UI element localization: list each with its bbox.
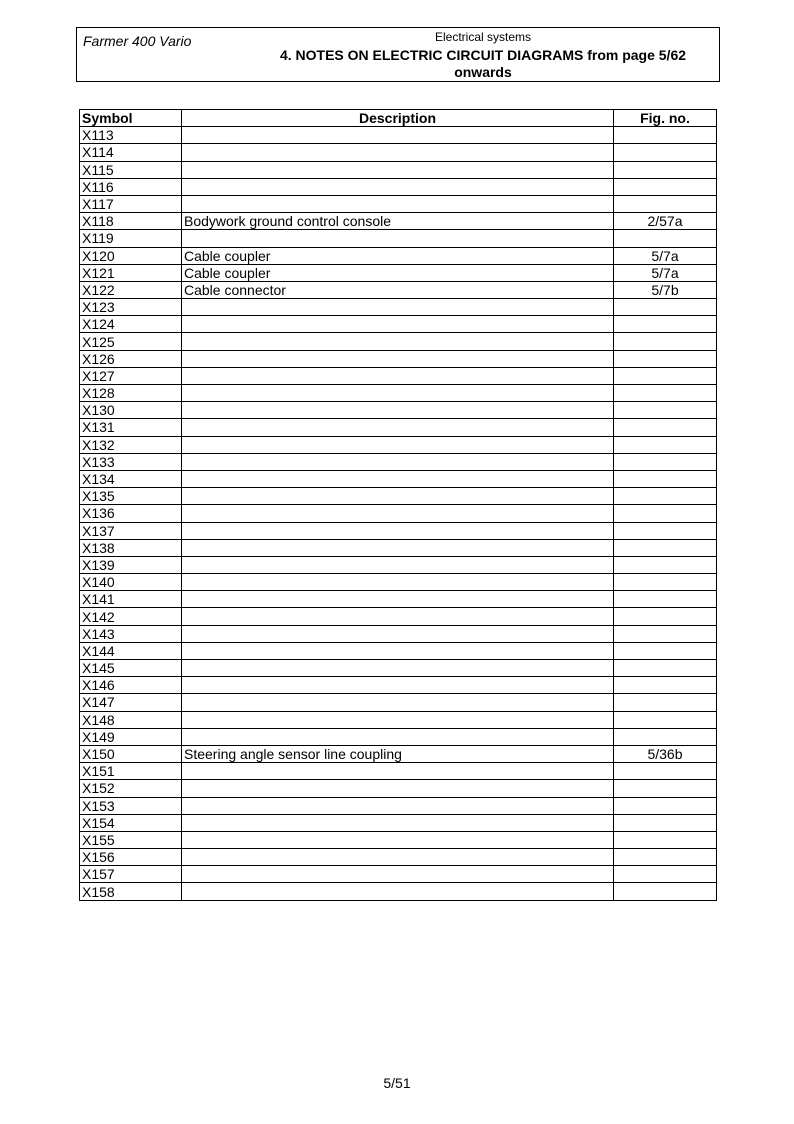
column-header-fig-no: Fig. no. [614, 110, 717, 127]
cell-fig-no [614, 677, 717, 694]
table-row [80, 350, 717, 367]
cell-description [182, 144, 614, 161]
cell-description: Steering angle sensor line coupling [182, 745, 614, 762]
cell-fig-no: 5/7a [614, 264, 717, 281]
table-row [80, 694, 717, 711]
cell-fig-no [614, 883, 717, 900]
cell-description [182, 660, 614, 677]
cell-symbol: X143 [80, 625, 182, 642]
cell-symbol: X132 [80, 436, 182, 453]
cell-description [182, 161, 614, 178]
cell-fig-no [614, 797, 717, 814]
cell-fig-no [614, 522, 717, 539]
cell-symbol: X146 [80, 677, 182, 694]
cell-description [182, 866, 614, 883]
cell-fig-no: 2/57a [614, 213, 717, 230]
cell-fig-no [614, 660, 717, 677]
table-row [80, 367, 717, 384]
page-header [76, 27, 720, 82]
cell-symbol: X115 [80, 161, 182, 178]
cell-fig-no [614, 556, 717, 573]
table-row [80, 556, 717, 573]
table-row [80, 763, 717, 780]
cell-fig-no [614, 161, 717, 178]
cell-fig-no [614, 488, 717, 505]
cell-symbol: X120 [80, 247, 182, 264]
table-row [80, 333, 717, 350]
cell-description [182, 316, 614, 333]
cell-description [182, 127, 614, 144]
cell-symbol: X153 [80, 797, 182, 814]
table-row [80, 419, 717, 436]
cell-description [182, 642, 614, 659]
cell-symbol: X130 [80, 402, 182, 419]
cell-fig-no [614, 608, 717, 625]
table-row [80, 264, 717, 281]
section-name: Electrical systems [434, 30, 532, 44]
column-header-description: Description [182, 110, 614, 127]
cell-description [182, 488, 614, 505]
cell-fig-no [614, 763, 717, 780]
cell-fig-no [614, 849, 717, 866]
cell-fig-no [614, 436, 717, 453]
cell-fig-no [614, 350, 717, 367]
cell-description: Cable coupler [182, 247, 614, 264]
cell-fig-no [614, 539, 717, 556]
cell-description [182, 883, 614, 900]
cell-fig-no [614, 470, 717, 487]
cell-fig-no [614, 591, 717, 608]
cell-description [182, 849, 614, 866]
cell-description [182, 385, 614, 402]
cell-description: Bodywork ground control console [182, 213, 614, 230]
cell-description [182, 608, 614, 625]
cell-fig-no [614, 230, 717, 247]
cell-description [182, 402, 614, 419]
manual-title: Farmer 400 Vario [83, 33, 192, 49]
cell-fig-no [614, 299, 717, 316]
table-row [80, 213, 717, 230]
cell-fig-no: 5/7a [614, 247, 717, 264]
cell-fig-no: 5/36b [614, 745, 717, 762]
table-row [80, 522, 717, 539]
cell-description [182, 539, 614, 556]
table-row [80, 539, 717, 556]
cell-symbol: X136 [80, 505, 182, 522]
cell-symbol: X156 [80, 849, 182, 866]
cell-symbol: X118 [80, 213, 182, 230]
cell-description: Cable connector [182, 281, 614, 298]
table-row [80, 814, 717, 831]
cell-description [182, 694, 614, 711]
table-row [80, 608, 717, 625]
table-row [80, 299, 717, 316]
cell-description [182, 333, 614, 350]
cell-fig-no [614, 316, 717, 333]
cell-fig-no [614, 385, 717, 402]
cell-description [182, 522, 614, 539]
cell-description [182, 677, 614, 694]
cell-description [182, 505, 614, 522]
cell-description [182, 436, 614, 453]
cell-symbol: X141 [80, 591, 182, 608]
cell-symbol: X137 [80, 522, 182, 539]
cell-symbol: X142 [80, 608, 182, 625]
cell-description [182, 350, 614, 367]
column-header-symbol: Symbol [80, 110, 182, 127]
cell-symbol: X152 [80, 780, 182, 797]
cell-symbol: X126 [80, 350, 182, 367]
cell-symbol: X123 [80, 299, 182, 316]
table-row [80, 642, 717, 659]
table-row [80, 745, 717, 762]
cell-symbol: X114 [80, 144, 182, 161]
cell-description [182, 780, 614, 797]
cell-symbol: X151 [80, 763, 182, 780]
cell-description [182, 814, 614, 831]
cell-symbol: X113 [80, 127, 182, 144]
table-row [80, 849, 717, 866]
cell-description [182, 591, 614, 608]
table-row [80, 505, 717, 522]
table-row [80, 144, 717, 161]
cell-description [182, 574, 614, 591]
cell-fig-no [614, 367, 717, 384]
cell-symbol: X150 [80, 745, 182, 762]
cell-symbol: X133 [80, 453, 182, 470]
table-row [80, 436, 717, 453]
cell-symbol: X158 [80, 883, 182, 900]
cell-fig-no [614, 402, 717, 419]
table-row [80, 247, 717, 264]
symbol-table-container [79, 109, 717, 901]
symbol-table [79, 109, 717, 901]
table-row [80, 728, 717, 745]
table-row [80, 574, 717, 591]
cell-fig-no [614, 780, 717, 797]
table-row [80, 385, 717, 402]
cell-description [182, 711, 614, 728]
table-row [80, 711, 717, 728]
cell-description [182, 453, 614, 470]
chapter-title [247, 47, 719, 81]
cell-symbol: X140 [80, 574, 182, 591]
cell-symbol: X117 [80, 195, 182, 212]
cell-symbol: X157 [80, 866, 182, 883]
cell-description [182, 556, 614, 573]
cell-symbol: X116 [80, 178, 182, 195]
table-row [80, 883, 717, 900]
cell-fig-no [614, 419, 717, 436]
chapter-title-line1: 4. NOTES ON ELECTRIC CIRCUIT DIAGRAMS from page 5/62 [279, 47, 687, 63]
cell-description [182, 367, 614, 384]
cell-description [182, 299, 614, 316]
cell-symbol: X134 [80, 470, 182, 487]
cell-description [182, 797, 614, 814]
table-row [80, 316, 717, 333]
cell-fig-no [614, 178, 717, 195]
cell-fig-no [614, 866, 717, 883]
cell-symbol: X154 [80, 814, 182, 831]
table-row [80, 470, 717, 487]
table-row [80, 402, 717, 419]
table-header-row [80, 110, 717, 127]
cell-description [182, 195, 614, 212]
cell-fig-no [614, 574, 717, 591]
table-row [80, 866, 717, 883]
cell-fig-no [614, 711, 717, 728]
table-row [80, 127, 717, 144]
cell-symbol: X147 [80, 694, 182, 711]
cell-fig-no [614, 642, 717, 659]
cell-description [182, 419, 614, 436]
cell-fig-no [614, 127, 717, 144]
table-row [80, 591, 717, 608]
cell-fig-no [614, 505, 717, 522]
table-row [80, 797, 717, 814]
cell-symbol: X144 [80, 642, 182, 659]
cell-fig-no [614, 453, 717, 470]
cell-description [182, 230, 614, 247]
table-row [80, 780, 717, 797]
cell-description: Cable coupler [182, 264, 614, 281]
cell-symbol: X148 [80, 711, 182, 728]
cell-fig-no [614, 831, 717, 848]
table-row [80, 230, 717, 247]
table-row [80, 488, 717, 505]
cell-description [182, 470, 614, 487]
cell-description [182, 728, 614, 745]
cell-symbol: X124 [80, 316, 182, 333]
table-row [80, 281, 717, 298]
table-row [80, 660, 717, 677]
page-number: 5/51 [383, 1075, 411, 1091]
table-row [80, 625, 717, 642]
cell-symbol: X145 [80, 660, 182, 677]
cell-symbol: X139 [80, 556, 182, 573]
cell-description [182, 831, 614, 848]
cell-fig-no: 5/7b [614, 281, 717, 298]
cell-symbol: X149 [80, 728, 182, 745]
table-row [80, 178, 717, 195]
cell-description [182, 763, 614, 780]
cell-symbol: X122 [80, 281, 182, 298]
cell-description [182, 178, 614, 195]
cell-fig-no [614, 694, 717, 711]
cell-fig-no [614, 625, 717, 642]
table-row [80, 677, 717, 694]
cell-fig-no [614, 195, 717, 212]
table-row [80, 453, 717, 470]
table-row [80, 161, 717, 178]
cell-symbol: X138 [80, 539, 182, 556]
cell-symbol: X119 [80, 230, 182, 247]
cell-symbol: X125 [80, 333, 182, 350]
cell-symbol: X155 [80, 831, 182, 848]
cell-symbol: X128 [80, 385, 182, 402]
cell-fig-no [614, 333, 717, 350]
table-row [80, 831, 717, 848]
cell-fig-no [614, 814, 717, 831]
cell-fig-no [614, 728, 717, 745]
cell-symbol: X131 [80, 419, 182, 436]
chapter-title-line2: onwards [454, 64, 512, 80]
table-row [80, 195, 717, 212]
cell-symbol: X121 [80, 264, 182, 281]
cell-fig-no [614, 144, 717, 161]
cell-symbol: X135 [80, 488, 182, 505]
cell-symbol: X127 [80, 367, 182, 384]
cell-description [182, 625, 614, 642]
table-body [80, 127, 717, 900]
